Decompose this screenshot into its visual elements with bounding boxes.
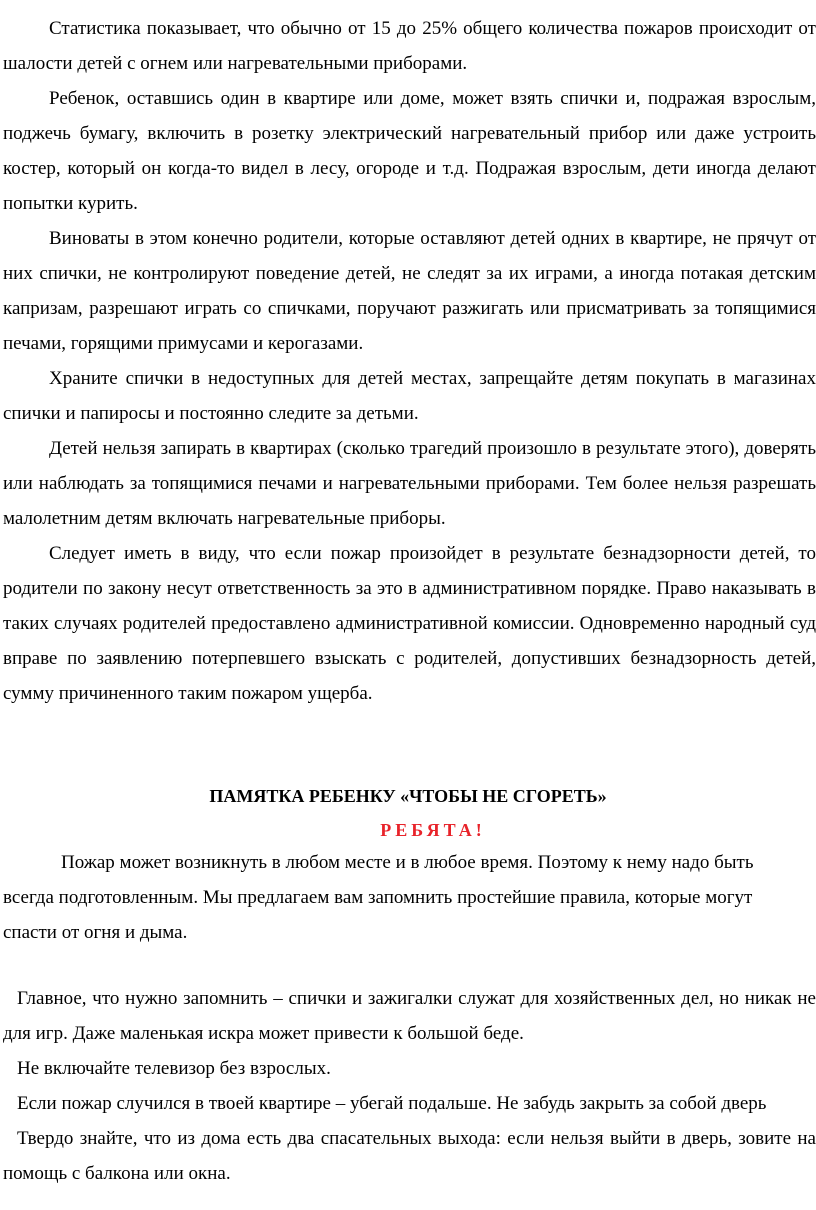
paragraph-responsibility: Следует иметь в виду, что если пожар произойдет в результате безнадзорности детей, то родители по закону несут ответственность за это в административном порядке. Право наказывать в таких случаях родителей предоставлено административной комиссии. Одновременно народный суд вправе по заявлению потерпевшего взыскать с родителей, допустивших безнадзорность детей, сумму причиненного таким пожаром ущерба. xyxy=(3,543,816,704)
rule-matches-not-toys: Главное, что нужно запомнить – спички и зажигалки служат для хозяйственных дел, но никак не для игр. Даже маленькая искра может привести к большой беде. xyxy=(3,988,816,1044)
memo-subtitle: РЕБЯТА! xyxy=(380,820,486,840)
paragraph-store-matches: Храните спички в недоступных для детей местах, запрещайте детям покупать в магазинах спички и папиросы и постоянно следите за детьми. xyxy=(3,368,816,424)
rule-two-exits: Твердо знайте, что из дома есть два спасательных выхода: если нельзя выйти в дверь, зовите на помощь с балкона или окна. xyxy=(3,1128,816,1184)
paragraph-parents-blame: Виноваты в этом конечно родители, которые оставляют детей одних в квартире, не прячут от них спички, не контролируют поведение детей, не следят за их играми, а иногда потакая детским капризам, разрешают играть со спичками, поручают разжигать или присматривать за топящимися печами, горящими примусами и керогазами. xyxy=(3,228,816,354)
rule-tv: Не включайте телевизор без взрослых. xyxy=(17,1058,331,1079)
memo-rules xyxy=(3,981,816,1191)
rule-escape: Если пожар случился в твоей квартире – убегай подальше. Не забудь закрыть за собой дверь xyxy=(17,1093,767,1114)
memo-title: ПАМЯТКА РЕБЕНКУ «ЧТОБЫ НЕ СГОРЕТЬ» xyxy=(209,786,607,806)
paragraph-statistics: Статистика показывает, что обычно от 15 до 25% общего количества пожаров происходит от шалости детей с огнем или нагревательными приборами. xyxy=(3,18,816,74)
memo-intro: Пожар может возникнуть в любом месте и в любое время. Поэтому к нему надо быть всегда подготовленным. Мы предлагаем вам запомнить простейшие правила, которые могут спасти от огня и дыма. xyxy=(3,852,754,943)
paragraph-do-not-lock: Детей нельзя запирать в квартирах (сколько трагедий произошло в результате этого), доверять или наблюдать за топящимися печами и нагревательными приборами. Тем более нельзя разрешать малолетним детям включать нагревательные приборы. xyxy=(3,438,816,529)
article-body xyxy=(3,11,816,711)
paragraph-child-alone: Ребенок, оставшись один в квартире или доме, может взять спички и, подражая взрослым, поджечь бумагу, включить в розетку электрический нагревательный прибор или даже устроить костер, который он когда-то видел в лесу, огороде и т.д. Подражая взрослым, дети иногда делают попытки курить. xyxy=(3,88,816,214)
